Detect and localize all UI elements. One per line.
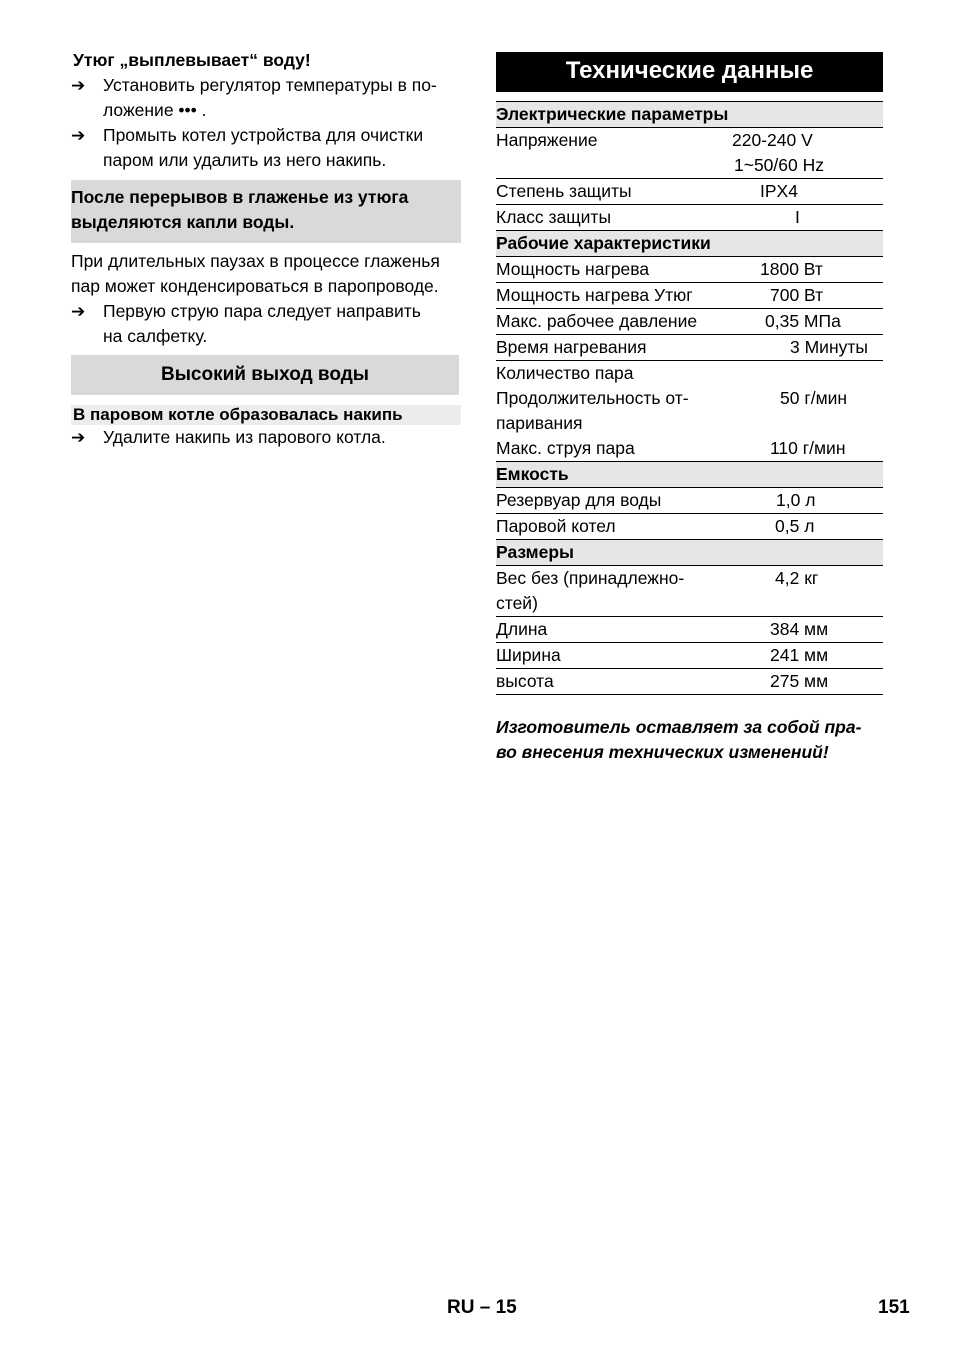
row-label: Время нагревания (496, 335, 732, 361)
list-item-line: на салфетку. (103, 326, 208, 346)
table-row (496, 643, 883, 669)
table-row (496, 179, 883, 205)
table-row (496, 488, 883, 514)
list-item (71, 425, 459, 450)
footer-section-label: RU – 15 (447, 1297, 517, 1318)
problem-box-line: выделяются капли воды. (71, 212, 295, 232)
row-label-line: Вес без (принадлежно- (496, 568, 685, 588)
row-label-line: стей) (496, 593, 538, 613)
table-row (496, 309, 883, 335)
row-label: Резервуар для воды (496, 488, 732, 514)
list-item-text (103, 73, 437, 123)
table-group-header (496, 540, 883, 566)
group-title: Электрические параметры (496, 102, 883, 128)
table-row (496, 514, 883, 540)
list-item-line: ложение ••• . (103, 100, 207, 120)
row-value: 50 г/мин (780, 388, 848, 408)
right-column (496, 52, 883, 765)
manufacturer-note (496, 715, 883, 765)
row-label: Ширина (496, 643, 732, 669)
problem-box-line: После перерывов в глаженье из утюга (71, 187, 409, 207)
row-value: 1,0 л (732, 488, 883, 514)
row-label: Макс. рабочее давление (496, 309, 732, 335)
row-label: высота (496, 669, 732, 695)
row-label: Паровой котел (496, 514, 732, 540)
row-label: Длина (496, 617, 732, 643)
row-value: 1800 Вт (732, 257, 883, 283)
row-value: 275 мм (732, 669, 883, 695)
row-value (732, 128, 883, 179)
subsection-heading-scale: В паровом котле образовалась накипь (71, 405, 461, 425)
table-row (496, 566, 883, 617)
table-row (496, 617, 883, 643)
row-label: Мощность нагрева Утюг (496, 283, 732, 309)
table-group-header (496, 102, 883, 128)
row-value: 0,35 МПа (732, 309, 883, 335)
row-value-line: 1~50/60 Hz (734, 155, 824, 175)
table-row (496, 361, 883, 437)
table-row (496, 669, 883, 695)
group-title: Размеры (496, 540, 883, 566)
row-label: Класс защиты (496, 205, 732, 231)
table-group-header (496, 462, 883, 488)
arrow-right-icon: ➔ (71, 428, 86, 447)
list-item-text: Удалите накипь из парового котла. (103, 427, 386, 447)
arrow-right-icon: ➔ (71, 76, 86, 95)
list-item-line: Установить регулятор температуры в по- (103, 75, 437, 95)
list-item-text (103, 123, 423, 173)
group-title: Рабочие характеристики (496, 231, 883, 257)
row-value: 4,2 кг (732, 566, 883, 617)
section-heading-high-water-output: Высокий выход воды (71, 355, 459, 395)
row-label (496, 566, 732, 617)
list-item-line: Первую струю пара следует направить (103, 301, 421, 321)
list-item-line: Промыть котел устройства для очистки (103, 125, 424, 145)
row-label: Макс. струя пара (496, 436, 732, 462)
list-item (71, 123, 459, 173)
paragraph-line: пар может конденсироваться в паропроводе. (71, 276, 439, 296)
arrow-right-icon: ➔ (71, 302, 86, 321)
page-number: 151 (878, 1297, 910, 1318)
row-value: 241 мм (732, 643, 883, 669)
section-title-technical-data: Технические данные (496, 52, 883, 92)
row-value: IPX4 (732, 179, 883, 205)
row-label: Мощность нагрева (496, 257, 732, 283)
row-value: 700 Вт (732, 283, 883, 309)
row-label-line: Продолжительность от- (496, 388, 689, 408)
row-value: 110 г/мин (732, 436, 883, 462)
problem-box-drops (71, 180, 461, 243)
row-label: Степень защиты (496, 179, 732, 205)
table-row (496, 436, 883, 462)
table-row (496, 335, 883, 361)
row-label-line: Количество пара (496, 363, 634, 383)
table-row (496, 283, 883, 309)
paragraph-line: При длительных паузах в процессе глаженья (71, 251, 440, 271)
note-line: во внесения технических изменений! (496, 742, 829, 762)
list-item-line: паром или удалить из него накипь. (103, 150, 387, 170)
section-heading-iron-spits-water: Утюг „выплевывает“ воду! (73, 50, 311, 70)
technical-data-table (496, 101, 883, 695)
list-item-text (103, 299, 421, 349)
row-value: I (732, 205, 883, 231)
row-value: 384 мм (732, 617, 883, 643)
list-item (71, 73, 459, 123)
list-item (71, 299, 459, 349)
row-value-line: 220-240 V (732, 130, 813, 150)
table-row (496, 128, 883, 179)
row-label (496, 361, 732, 437)
table-group-header (496, 231, 883, 257)
group-title: Емкость (496, 462, 883, 488)
row-value: 0,5 л (732, 514, 883, 540)
table-row (496, 205, 883, 231)
note-line: Изготовитель оставляет за собой пра- (496, 717, 862, 737)
row-value: 3 Минуты (732, 335, 883, 361)
row-label: Напряжение (496, 128, 732, 179)
arrow-right-icon: ➔ (71, 126, 86, 145)
table-row (496, 257, 883, 283)
row-label-line: паривания (496, 413, 583, 433)
left-column (71, 48, 459, 450)
paragraph-condensation (71, 249, 459, 299)
